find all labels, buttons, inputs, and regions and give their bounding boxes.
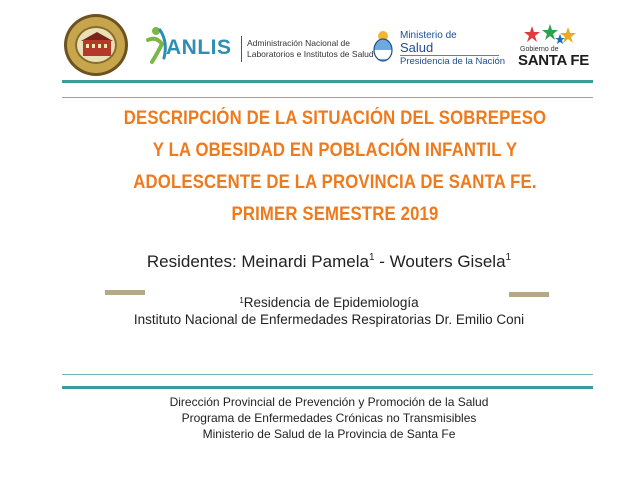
anlis-wordmark: ANLIS (166, 36, 232, 59)
anlis-logo (146, 22, 374, 72)
page-title: DESCRIPCIÓN DE LA SITUACIÓN DEL SOBREPESO Y LA OBESIDAD EN POBLACIÓN INFANTIL Y ADOLESCENTE DE LA PROVINCIA DE SANTA FE. PRIMER SEMESTRE 2019 (123, 108, 547, 225)
instituto-seal-logo (64, 14, 128, 76)
footer-divider (62, 386, 593, 389)
anlis-description: Administración Nacional de Laboratorios e Institutos de Salud (247, 38, 374, 59)
header-divider-thin (62, 97, 593, 98)
logo-bar (0, 0, 638, 80)
national-shield-icon (372, 30, 394, 62)
santa-fe-logo: Gobierno de SANTA FE (516, 24, 596, 74)
footer-divider-thin (62, 374, 593, 375)
footer-institutions: Dirección Provincial de Prevención y Promoción de la Salud Programa de Enfermedades Crónicas no Transmisibles Ministerio de Salud de la Provincia de Santa Fe (169, 395, 489, 441)
affiliation: $^1$Residencia de Epidemiología Instituto Nacional de Enfermedades Respiratorias Dr. Emilio Coni (133, 295, 525, 327)
authors-line: Residentes: Meinardi Pamela$^1$ - Wouters Gisela$^1$ (146, 252, 512, 271)
ministerio-salud-logo: Ministerio de Salud Presidencia de la Nación (370, 26, 510, 74)
santa-fe-stars-icon (522, 24, 582, 46)
header-divider (62, 80, 593, 83)
